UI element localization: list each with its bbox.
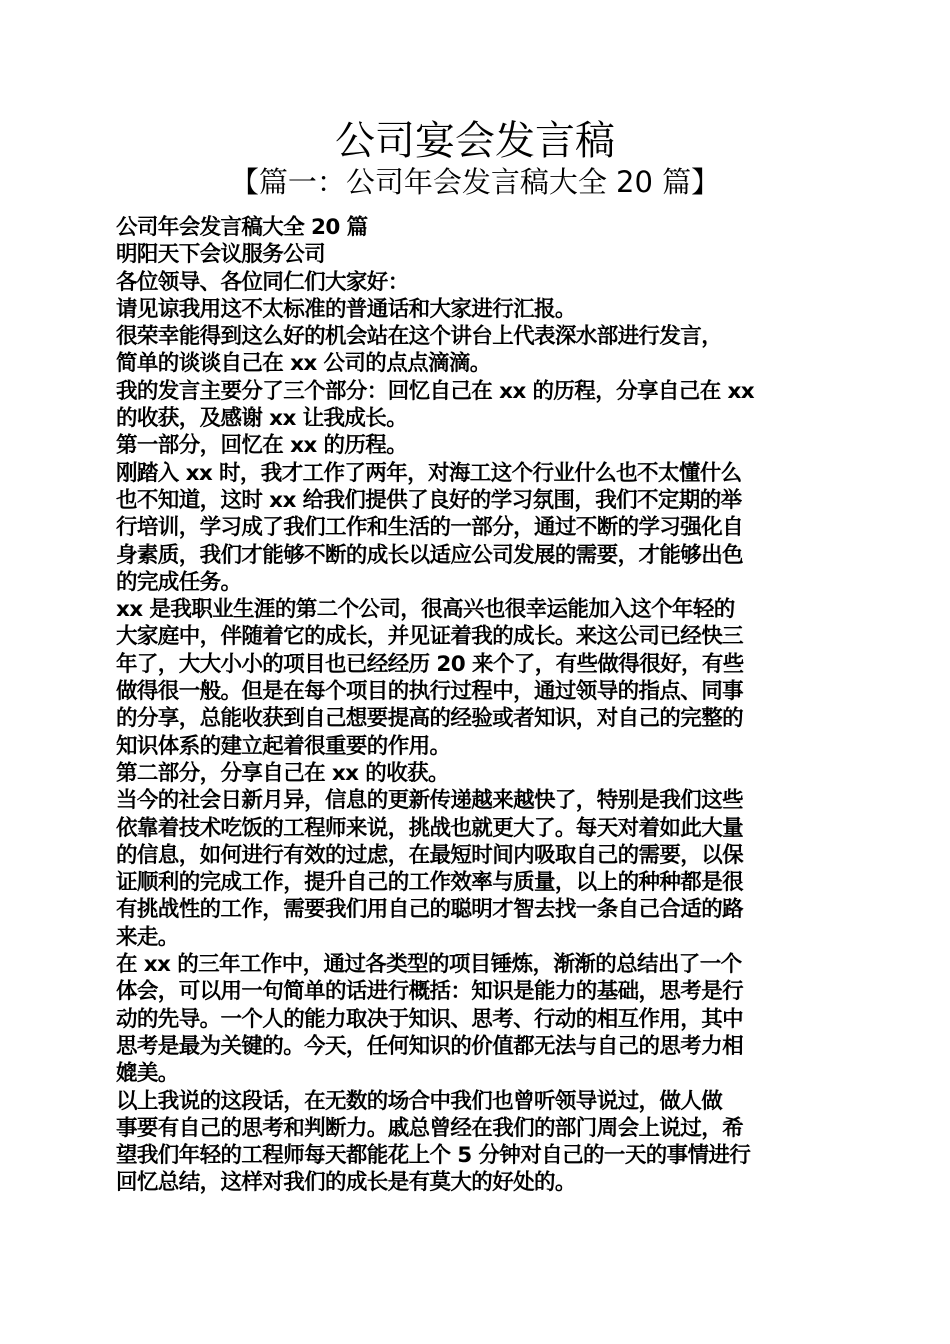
body-line: 的信息，如何进行有效的过虑，在最短时间内吸取自己的需要，以保 — [116, 842, 744, 868]
body-line: 体会，可以用一句简单的话进行概括：知识是能力的基础，思考是行 — [116, 979, 744, 1005]
document-subtitle: 【篇一：公司年会发言稿大全 20 篇】 — [229, 165, 721, 199]
body-line: 回忆总结，这样对我们的成长是有莫大的好处的。 — [116, 1170, 576, 1196]
body-line: 明阳天下会议服务公司 — [116, 242, 326, 268]
body-line: 简单的谈谈自己在 xx 公司的点点滴滴。 — [116, 351, 491, 377]
body-line: 动的先导。一个人的能力取决于知识、思考、行动的相互作用，其中 — [116, 1006, 744, 1032]
body-line: 年了，大大小小的项目也已经经历 20 来个了，有些做得很好，有些 — [116, 651, 744, 677]
body-line: 望我们年轻的工程师每天都能花上个 5 分钟对自己的一天的事情进行 — [116, 1143, 751, 1169]
document-body — [116, 214, 838, 1197]
body-line: 请见谅我用这不太标准的普通话和大家进行汇报。 — [116, 296, 576, 322]
body-line: 证顺利的完成工作，提升自己的工作效率与质量，以上的种种都是很 — [116, 870, 744, 896]
body-line: 第二部分，分享自己在 xx 的收获。 — [116, 760, 449, 786]
body-line: 媲美。 — [116, 1061, 179, 1087]
body-line: 的分享，总能收获到自己想要提高的经验或者知识，对自己的完整的 — [116, 706, 744, 732]
body-line: 当今的社会日新月异，信息的更新传递越来越快了，特别是我们这些 — [116, 788, 744, 814]
body-line: 各位领导、各位同仁们大家好： — [116, 269, 409, 295]
body-line: 刚踏入 xx 时，我才工作了两年，对海工这个行业什么也不太懂什么 — [116, 460, 742, 486]
body-line: 事要有自己的思考和判断力。戚总曾经在我们的部门周会上说过，希 — [116, 1115, 744, 1141]
body-line: 公司年会发言稿大全 20 篇 — [116, 215, 368, 240]
body-line: 的完成任务。 — [116, 569, 242, 595]
body-line: 来走。 — [116, 924, 179, 950]
body-line: 以上我说的这段话，在无数的场合中我们也曾听领导说过，做人做 — [116, 1088, 723, 1114]
body-line: 第一部分，回忆在 xx 的历程。 — [116, 433, 408, 459]
body-line: 很荣幸能得到这么好的机会站在这个讲台上代表深水部进行发言， — [116, 324, 723, 350]
body-line: 行培训，学习成了我们工作和生活的一部分，通过不断的学习强化自 — [116, 515, 744, 541]
body-line: 也不知道，这时 xx 给我们提供了良好的学习氛围，我们不定期的举 — [116, 487, 742, 513]
body-line: 身素质，我们才能够不断的成长以适应公司发展的需要，才能够出色 — [116, 542, 744, 568]
body-line: 我的发言主要分了三个部分：回忆自己在 xx 的历程，分享自己在 xx — [116, 378, 755, 404]
body-line: 大家庭中，伴随着它的成长，并见证着我的成长。来这公司已经快三 — [116, 624, 744, 650]
body-line: 做得很一般。但是在每个项目的执行过程中，通过领导的指点、同事 — [116, 679, 744, 705]
body-line: 在 xx 的三年工作中，通过各类型的项目锤炼，渐渐的总结出了一个 — [116, 952, 742, 978]
body-line: xx 是我职业生涯的第二个公司，很高兴也很幸运能加入这个年轻的 — [116, 597, 735, 623]
body-line: 知识体系的建立起着很重要的作用。 — [116, 733, 451, 759]
body-line: 依靠着技术吃饭的工程师来说，挑战也就更大了。每天对着如此大量 — [116, 815, 744, 841]
body-line: 思考是最为关键的。今天，任何知识的价值都无法与自己的思考力相 — [116, 1033, 744, 1059]
document-title: 公司宴会发言稿 — [335, 118, 615, 164]
body-line: 有挑战性的工作，需要我们用自己的聪明才智去找一条自己合适的路 — [116, 897, 744, 923]
body-line: 的收获，及感谢 xx 让我成长。 — [116, 406, 408, 432]
